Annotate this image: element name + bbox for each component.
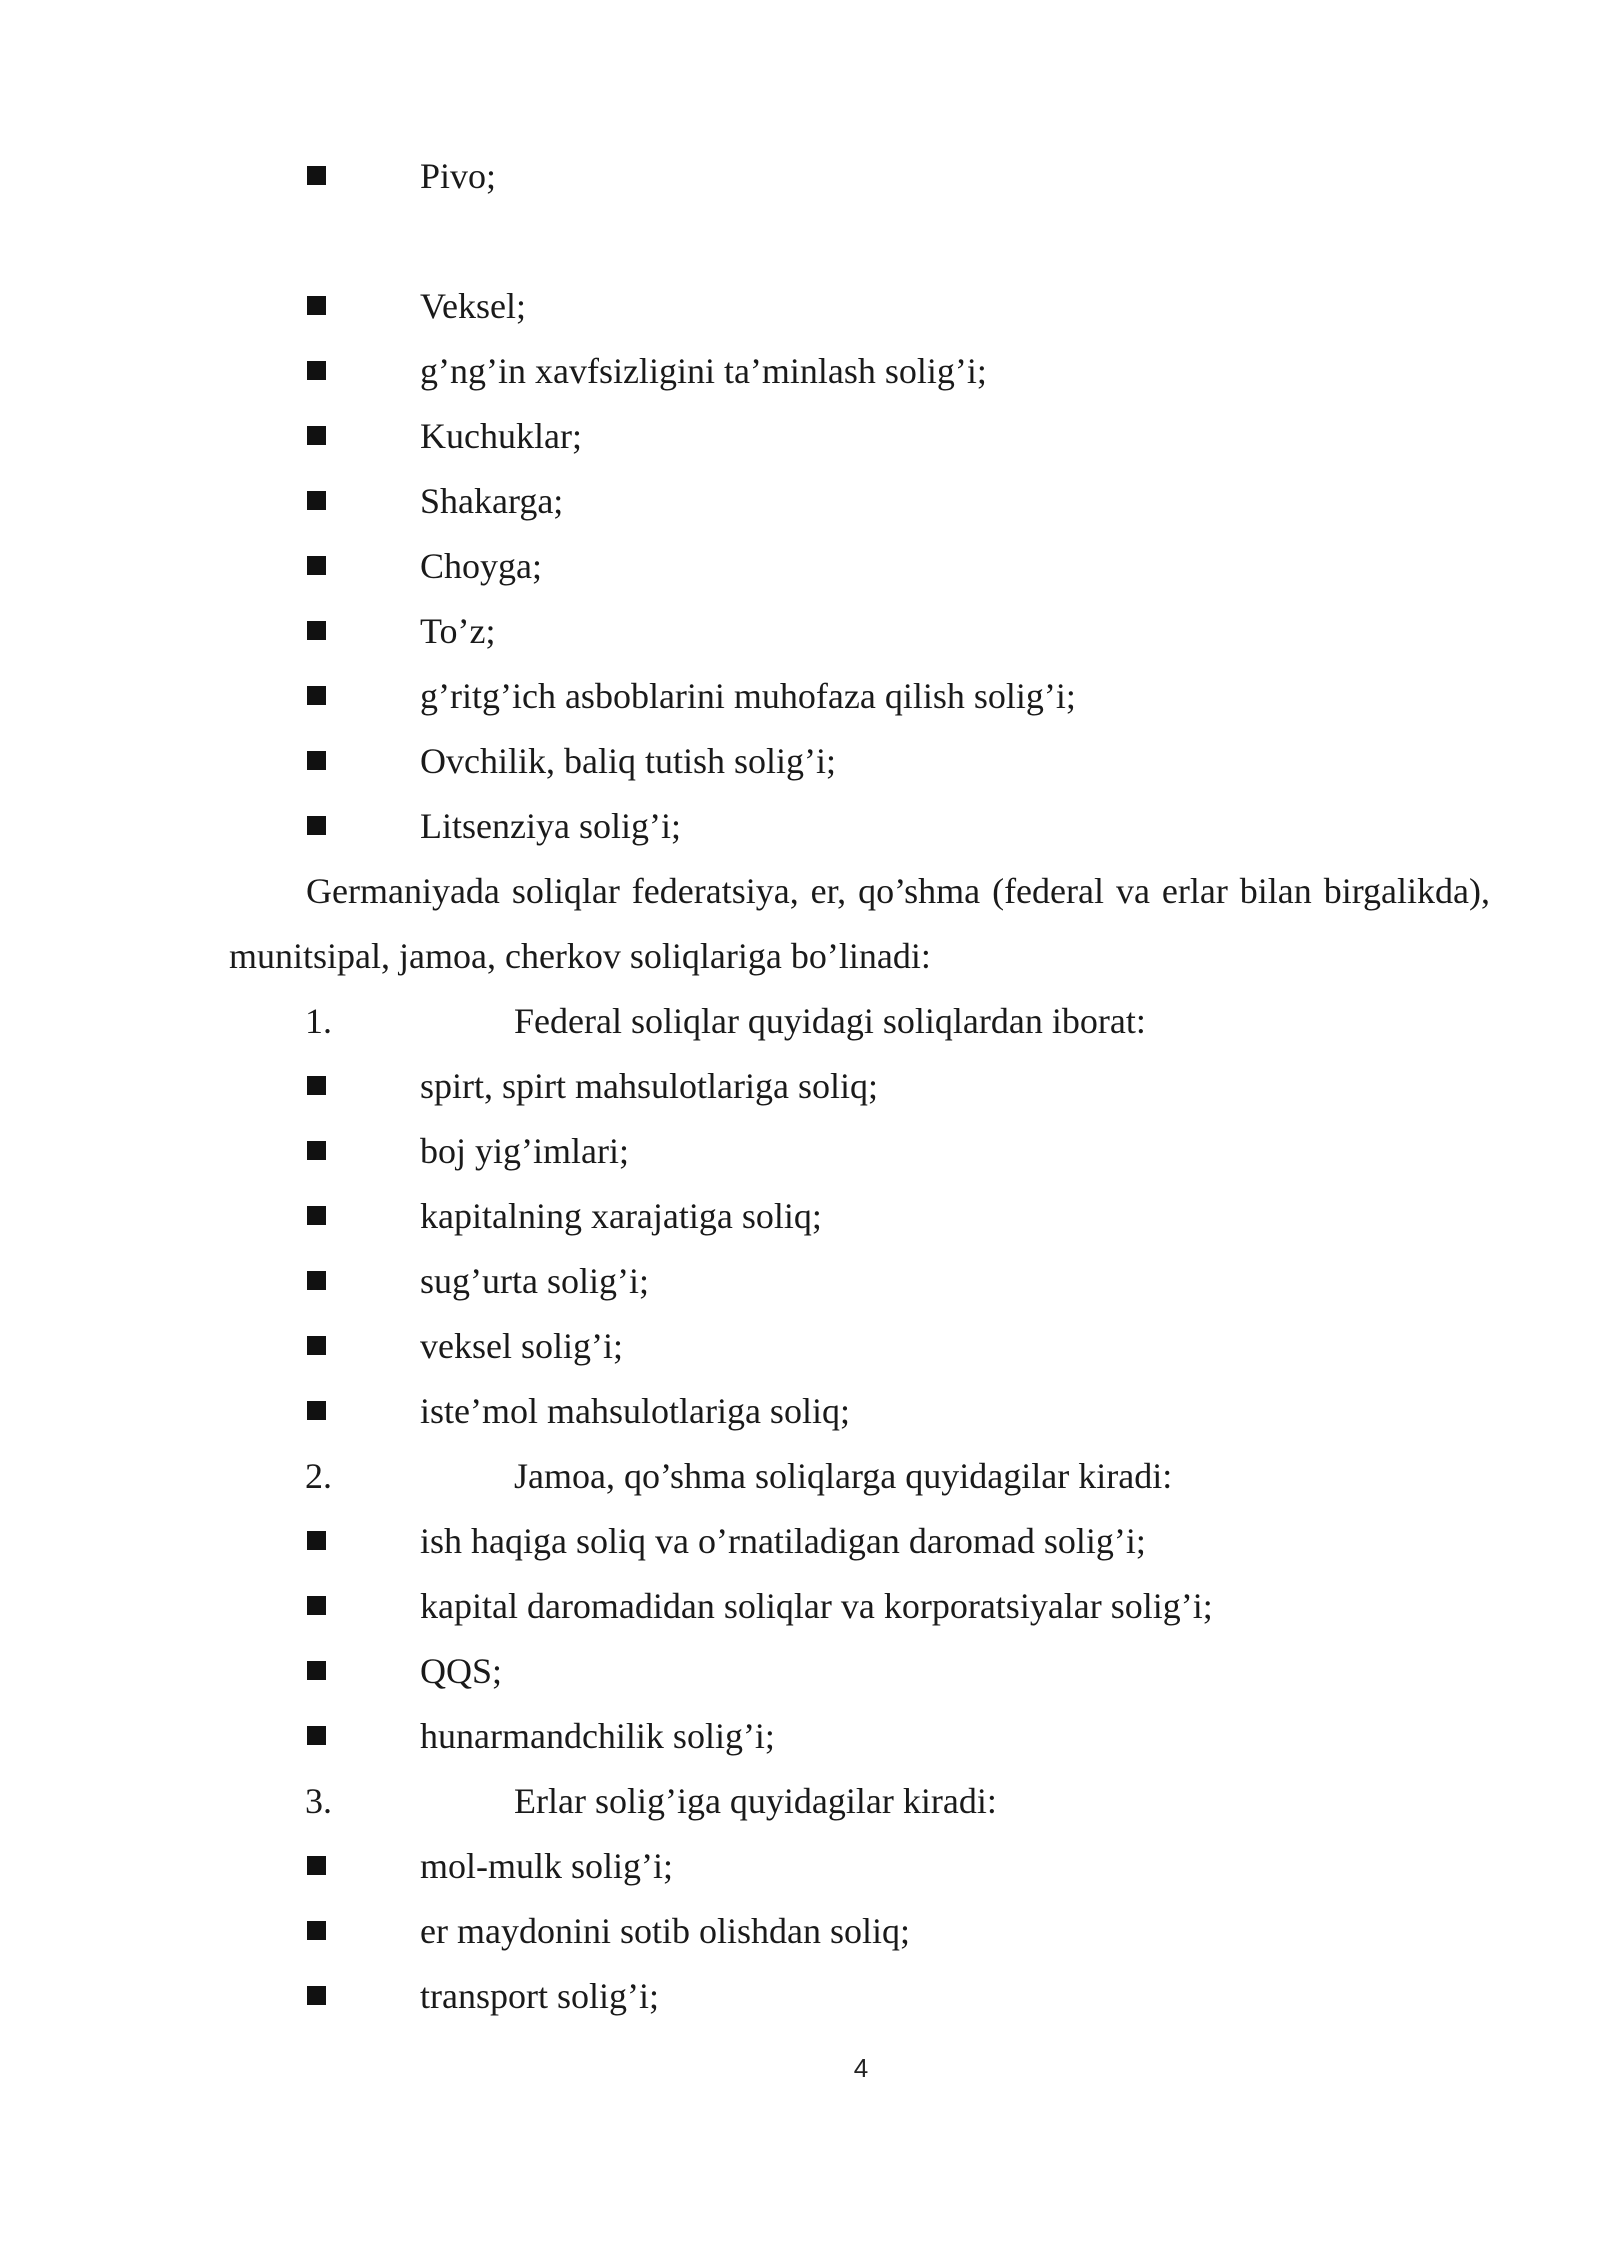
list-item-text: boj yig’imlari; (420, 1131, 629, 1171)
heading-number: 2. (305, 1456, 332, 1496)
list-item-text: kapitalning xarajatiga soliq; (420, 1196, 822, 1236)
square-bullet-icon (307, 686, 326, 705)
list-item-text: kapital daromadidan soliqlar va korporatsiyalar solig’i; (420, 1586, 1213, 1626)
list-item-text: transport solig’i; (420, 1976, 659, 2016)
list-item-text: Kuchuklar; (420, 416, 582, 456)
square-bullet-icon (307, 361, 326, 380)
square-bullet-icon (307, 621, 326, 640)
heading-number: 1. (305, 1001, 332, 1041)
list-item-text: mol-mulk solig’i; (420, 1846, 674, 1886)
list-item-text: hunarmandchilik solig’i; (420, 1716, 775, 1756)
square-bullet-icon (307, 1076, 326, 1095)
square-bullet-icon (307, 751, 326, 770)
square-bullet-icon (307, 1661, 326, 1680)
square-bullet-icon (307, 1726, 326, 1745)
heading-text: Federal soliqlar quyidagi soliqlardan iborat: (514, 1001, 1146, 1041)
list-item-text: Pivo; (420, 156, 497, 196)
list-item-text: iste’mol mahsulotlariga soliq; (420, 1391, 850, 1431)
list-item-text: QQS; (420, 1651, 503, 1691)
list-item-text: g’ng’in xavfsizligini ta’minlash solig’i; (420, 351, 987, 391)
square-bullet-icon (307, 1141, 326, 1160)
square-bullet-icon (307, 296, 326, 315)
square-bullet-icon (307, 556, 326, 575)
heading-number: 3. (305, 1781, 332, 1821)
list-item-text: er maydonini sotib olishdan soliq; (420, 1911, 910, 1951)
body-paragraph: Germaniyada soliqlar federatsiya, er, qo’shma (federal va erlar bilan birgalikda), munitsipal, jamoa, cherkov soliqlariga bo’linadi: (229, 871, 1490, 976)
square-bullet-icon (307, 1856, 326, 1875)
square-bullet-icon (307, 166, 326, 185)
square-bullet-icon (307, 1336, 326, 1355)
list-item-text: veksel solig’i; (420, 1326, 623, 1366)
square-bullet-icon (307, 1401, 326, 1420)
list-item-text: Litsenziya solig’i; (420, 806, 681, 846)
square-bullet-icon (307, 1271, 326, 1290)
square-bullet-icon (307, 491, 326, 510)
list-item-text: Veksel; (420, 286, 526, 326)
page-number: 4 (853, 2053, 869, 2083)
heading-text: Erlar solig’iga quyidagilar kiradi: (514, 1781, 997, 1821)
list-item-text: sug’urta solig’i; (420, 1261, 649, 1301)
list-item-text: ish haqiga soliq va o’rnatiladigan daromad solig’i; (420, 1521, 1146, 1561)
list-item-text: Ovchilik, baliq tutish solig’i; (420, 741, 836, 781)
square-bullet-icon (307, 1206, 326, 1225)
list-item-text: To’z; (420, 611, 496, 651)
list-item-text: Shakarga; (420, 481, 564, 521)
square-bullet-icon (307, 1596, 326, 1615)
list-item-text: Choyga; (420, 546, 542, 586)
square-bullet-icon (307, 1986, 326, 2005)
heading-text: Jamoa, qo’shma soliqlarga quyidagilar kiradi: (514, 1456, 1173, 1496)
square-bullet-icon (307, 1531, 326, 1550)
list-item-text: spirt, spirt mahsulotlariga soliq; (420, 1066, 878, 1106)
list-item-text: g’ritg’ich asboblarini muhofaza qilish solig’i; (420, 676, 1076, 716)
square-bullet-icon (307, 816, 326, 835)
square-bullet-icon (307, 1921, 326, 1940)
square-bullet-icon (307, 426, 326, 445)
